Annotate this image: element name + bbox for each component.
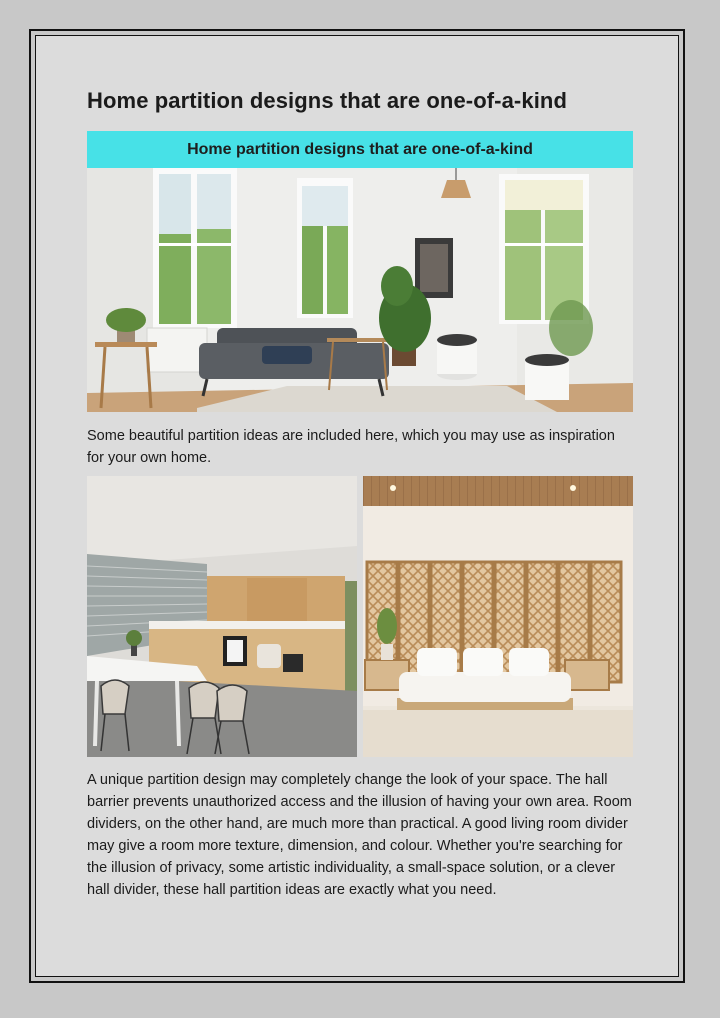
hero-banner: Home partition designs that are one-of-a-kind (87, 131, 633, 168)
lattice-screen-sofa-photo (363, 476, 633, 757)
page-title: Home partition designs that are one-of-a-kind (87, 88, 567, 113)
kitchen-dining-photo (87, 476, 357, 757)
hero-image (87, 131, 633, 412)
body-paragraph: A unique partition design may completely change the look of your space. The hall barrier prevents unauthorized access and the illusion of having your own area. Room dividers, on the other hand, are much more than practical. A good living room divider may give a room more texture, dimension, and colour. Whether you're searching for the illusion of privacy, some artistic individuality, a small-space solution, or a clever hall divider, these hall partition ideas are exactly what you need. (87, 772, 632, 898)
intro-paragraph: Some beautiful partition ideas are included here, which you may use as inspiration for your own home. (87, 428, 615, 466)
living-room-photo (87, 168, 633, 412)
